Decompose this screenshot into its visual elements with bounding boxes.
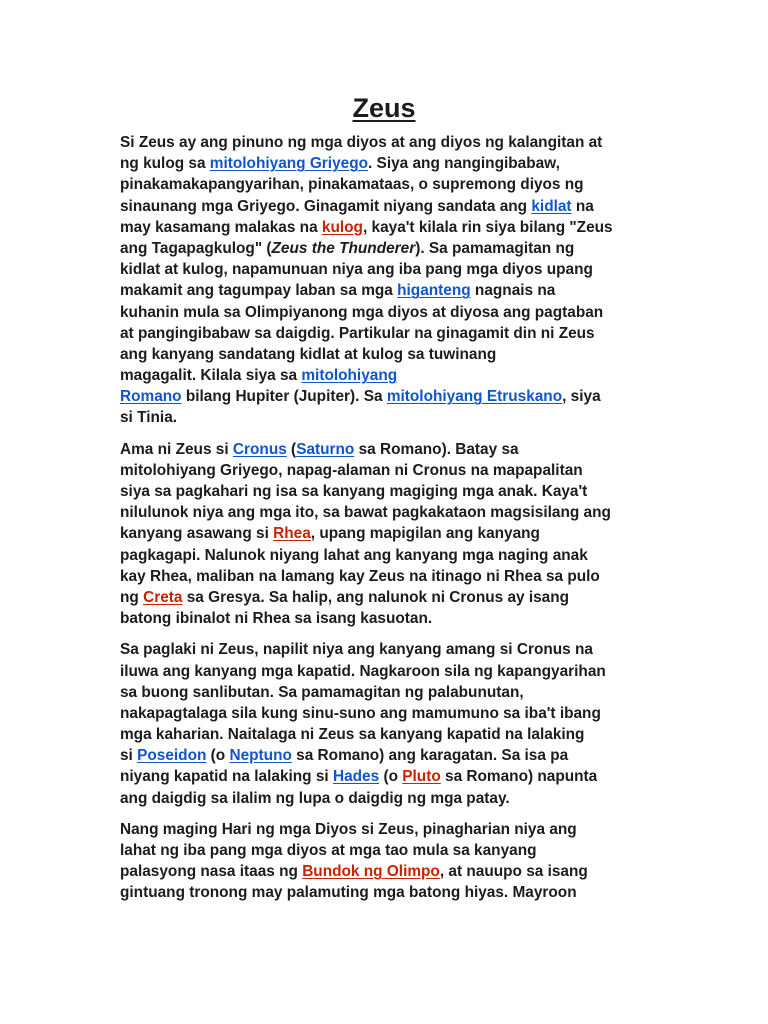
text-run: nilulunok niya ang mga ito, sa bawat pagkakataon magsisilang ang [120, 504, 611, 522]
paragraph [120, 439, 650, 630]
text-line [120, 259, 650, 280]
text-run: ang Tagapagkulog" ( [120, 239, 272, 257]
text-run: ang daigdig sa ilalim ng lupa o daigdig ng mga patay. [120, 789, 510, 807]
article-link[interactable]: Neptuno [229, 747, 292, 765]
text-run: si Tinia. [120, 409, 178, 427]
text-run: magagalit. Kilala siya sa [120, 367, 302, 385]
text-line [120, 882, 650, 903]
text-run: Ama ni Zeus si [120, 440, 233, 458]
text-run: Si Zeus ay ang pinuno ng mga diyos at ang diyos ng kalangitan at [120, 134, 603, 151]
text-run: batong ibinalot ni Rhea sa isang kasuotan. [120, 610, 433, 628]
text-run: gintuang tronong may palamuting mga batong hiyas. Mayroon [120, 884, 577, 902]
text-line [120, 386, 650, 407]
text-run: (o [379, 768, 403, 786]
text-run: palasyong nasa itaas ng [120, 863, 303, 881]
article-link[interactable]: Saturno [296, 440, 355, 458]
text-line [120, 407, 650, 428]
italic-text: Zeus the Thunderer [271, 239, 416, 257]
text-run: kidlat at kulog, napamunuan niya ang iba pang mga diyos upang [120, 261, 593, 279]
text-run: , siya [562, 388, 601, 406]
text-run: , upang mapigilan ang kanyang [310, 525, 540, 543]
text-line [120, 132, 650, 153]
text-line [120, 788, 650, 809]
text-run: sa buong sanlibutan. Sa pamamagitan ng palabunutan, [120, 683, 524, 701]
text-run: nakapagtalaga sila kung sinu-suno ang mamumuno sa iba't ibang [120, 704, 601, 722]
text-run: ). Sa pamamagitan ng [415, 239, 575, 257]
text-run: may kasamang malakas na [120, 218, 322, 236]
text-line [120, 280, 650, 301]
text-run: Nang maging Hari ng mga Diyos si Zeus, pinagharian niya ang [120, 820, 577, 838]
text-line [120, 766, 650, 787]
text-run: mitolohiyang Griyego, napag-alaman ni Cronus na mapapalitan [120, 461, 583, 479]
text-line [120, 502, 650, 523]
text-run: sinaunang mga Griyego. Ginagamit niyang sandata ang [120, 197, 532, 215]
text-line [120, 439, 650, 460]
article-link[interactable]: Hades [332, 768, 380, 786]
text-run: (o [206, 747, 230, 765]
text-line [120, 819, 650, 840]
text-run: kay Rhea, maliban na lamang kay Zeus na itinago ni Rhea sa pulo [120, 567, 600, 585]
text-run: makamit ang tagumpay laban sa mga [120, 282, 398, 300]
article-link[interactable]: Pluto [402, 768, 441, 786]
article-link[interactable]: Cronus [232, 440, 287, 458]
article-body [120, 132, 650, 914]
text-line [120, 196, 650, 217]
paragraph [120, 132, 650, 429]
article-link[interactable]: mitolohiyang [301, 367, 398, 385]
text-run: ng kulog sa [120, 155, 210, 173]
text-run: pagkagapi. Nalunok niyang lahat ang kanyang mga naging anak [120, 546, 588, 564]
text-line [120, 323, 650, 344]
text-run: nagnais na [470, 282, 556, 300]
text-line [120, 745, 650, 766]
text-line [120, 344, 650, 365]
text-line [120, 545, 650, 566]
text-run: niyang kapatid na lalaking si [120, 768, 333, 786]
article-link[interactable]: Bundok ng Olimpo [302, 863, 440, 881]
article-link[interactable]: Poseidon [137, 747, 207, 765]
text-line [120, 481, 650, 502]
text-line [120, 724, 650, 745]
text-line [120, 566, 650, 587]
article-link[interactable]: kidlat [531, 197, 572, 215]
text-run: sa Romano). Batay sa [354, 440, 519, 458]
text-line [120, 661, 650, 682]
text-line [120, 861, 650, 882]
paragraph [120, 639, 650, 809]
text-line [120, 365, 650, 386]
text-run: , at nauupo sa isang [439, 863, 588, 881]
text-line [120, 639, 650, 660]
text-run: mga kaharian. Naitalaga ni Zeus sa kanyang kapatid na lalaking [120, 726, 585, 744]
text-run: na [571, 197, 594, 215]
article-link[interactable]: mitolohiyang Etruskano [386, 388, 563, 406]
text-line [120, 174, 650, 195]
text-run: sa Romano) napunta [440, 768, 598, 786]
text-line [120, 238, 650, 259]
text-run: lahat ng iba pang mga diyos at mga tao mula sa kanyang [120, 842, 537, 859]
text-run: . Siya ang nangingibabaw, [368, 155, 560, 173]
text-run: iluwa ang kanyang mga kapatid. Nagkaroon sila ng kapangyarihan [120, 662, 606, 680]
text-line [120, 302, 650, 323]
text-run: kanyang asawang si [120, 525, 274, 543]
article-link[interactable]: Romano [120, 388, 182, 406]
text-run: sa Gresya. Sa halip, ang nalunok ni Cronus ay isang [182, 588, 570, 606]
text-run: bilang Hupiter (Jupiter). Sa [181, 388, 387, 406]
text-line [120, 840, 650, 861]
text-run: Sa paglaki ni Zeus, napilit niya ang kanyang amang si Cronus na [120, 641, 593, 659]
text-line [120, 523, 650, 544]
paragraph [120, 819, 650, 904]
text-run: ang kanyang sandatang kidlat at kulog sa tuwinang [120, 345, 497, 363]
text-run: , kaya't kilala rin siya bilang "Zeus [362, 218, 613, 236]
page-title: Zeus [352, 93, 416, 123]
text-run: ng [120, 588, 144, 606]
text-run: kuhanin mula sa Olimpiyanong mga diyos at diyosa ang pagtaban [120, 303, 604, 321]
article-link[interactable]: Rhea [273, 525, 311, 543]
text-run: si [120, 747, 138, 765]
text-line [120, 608, 650, 629]
text-line [120, 460, 650, 481]
text-line [120, 153, 650, 174]
article-link[interactable]: Creta [143, 588, 183, 606]
article-link[interactable]: mitolohiyang Griyego [209, 155, 368, 173]
article-link[interactable]: kulog [321, 218, 363, 236]
text-run: pinakamakapangyarihan, pinakamataas, o supremong diyos ng [120, 176, 584, 194]
text-run: siya sa pagkahari ng isa sa kanyang magiging mga anak. Kaya't [120, 483, 588, 500]
text-line [120, 587, 650, 608]
text-line [120, 682, 650, 703]
article-link[interactable]: higanteng [397, 282, 471, 300]
text-run: ( [286, 440, 297, 458]
text-line [120, 217, 650, 238]
text-run: sa Romano) ang karagatan. Sa isa pa [291, 747, 569, 765]
text-run: at pangingibabaw sa daigdig. Partikular na ginagamit din ni Zeus [120, 324, 595, 342]
text-line [120, 703, 650, 724]
